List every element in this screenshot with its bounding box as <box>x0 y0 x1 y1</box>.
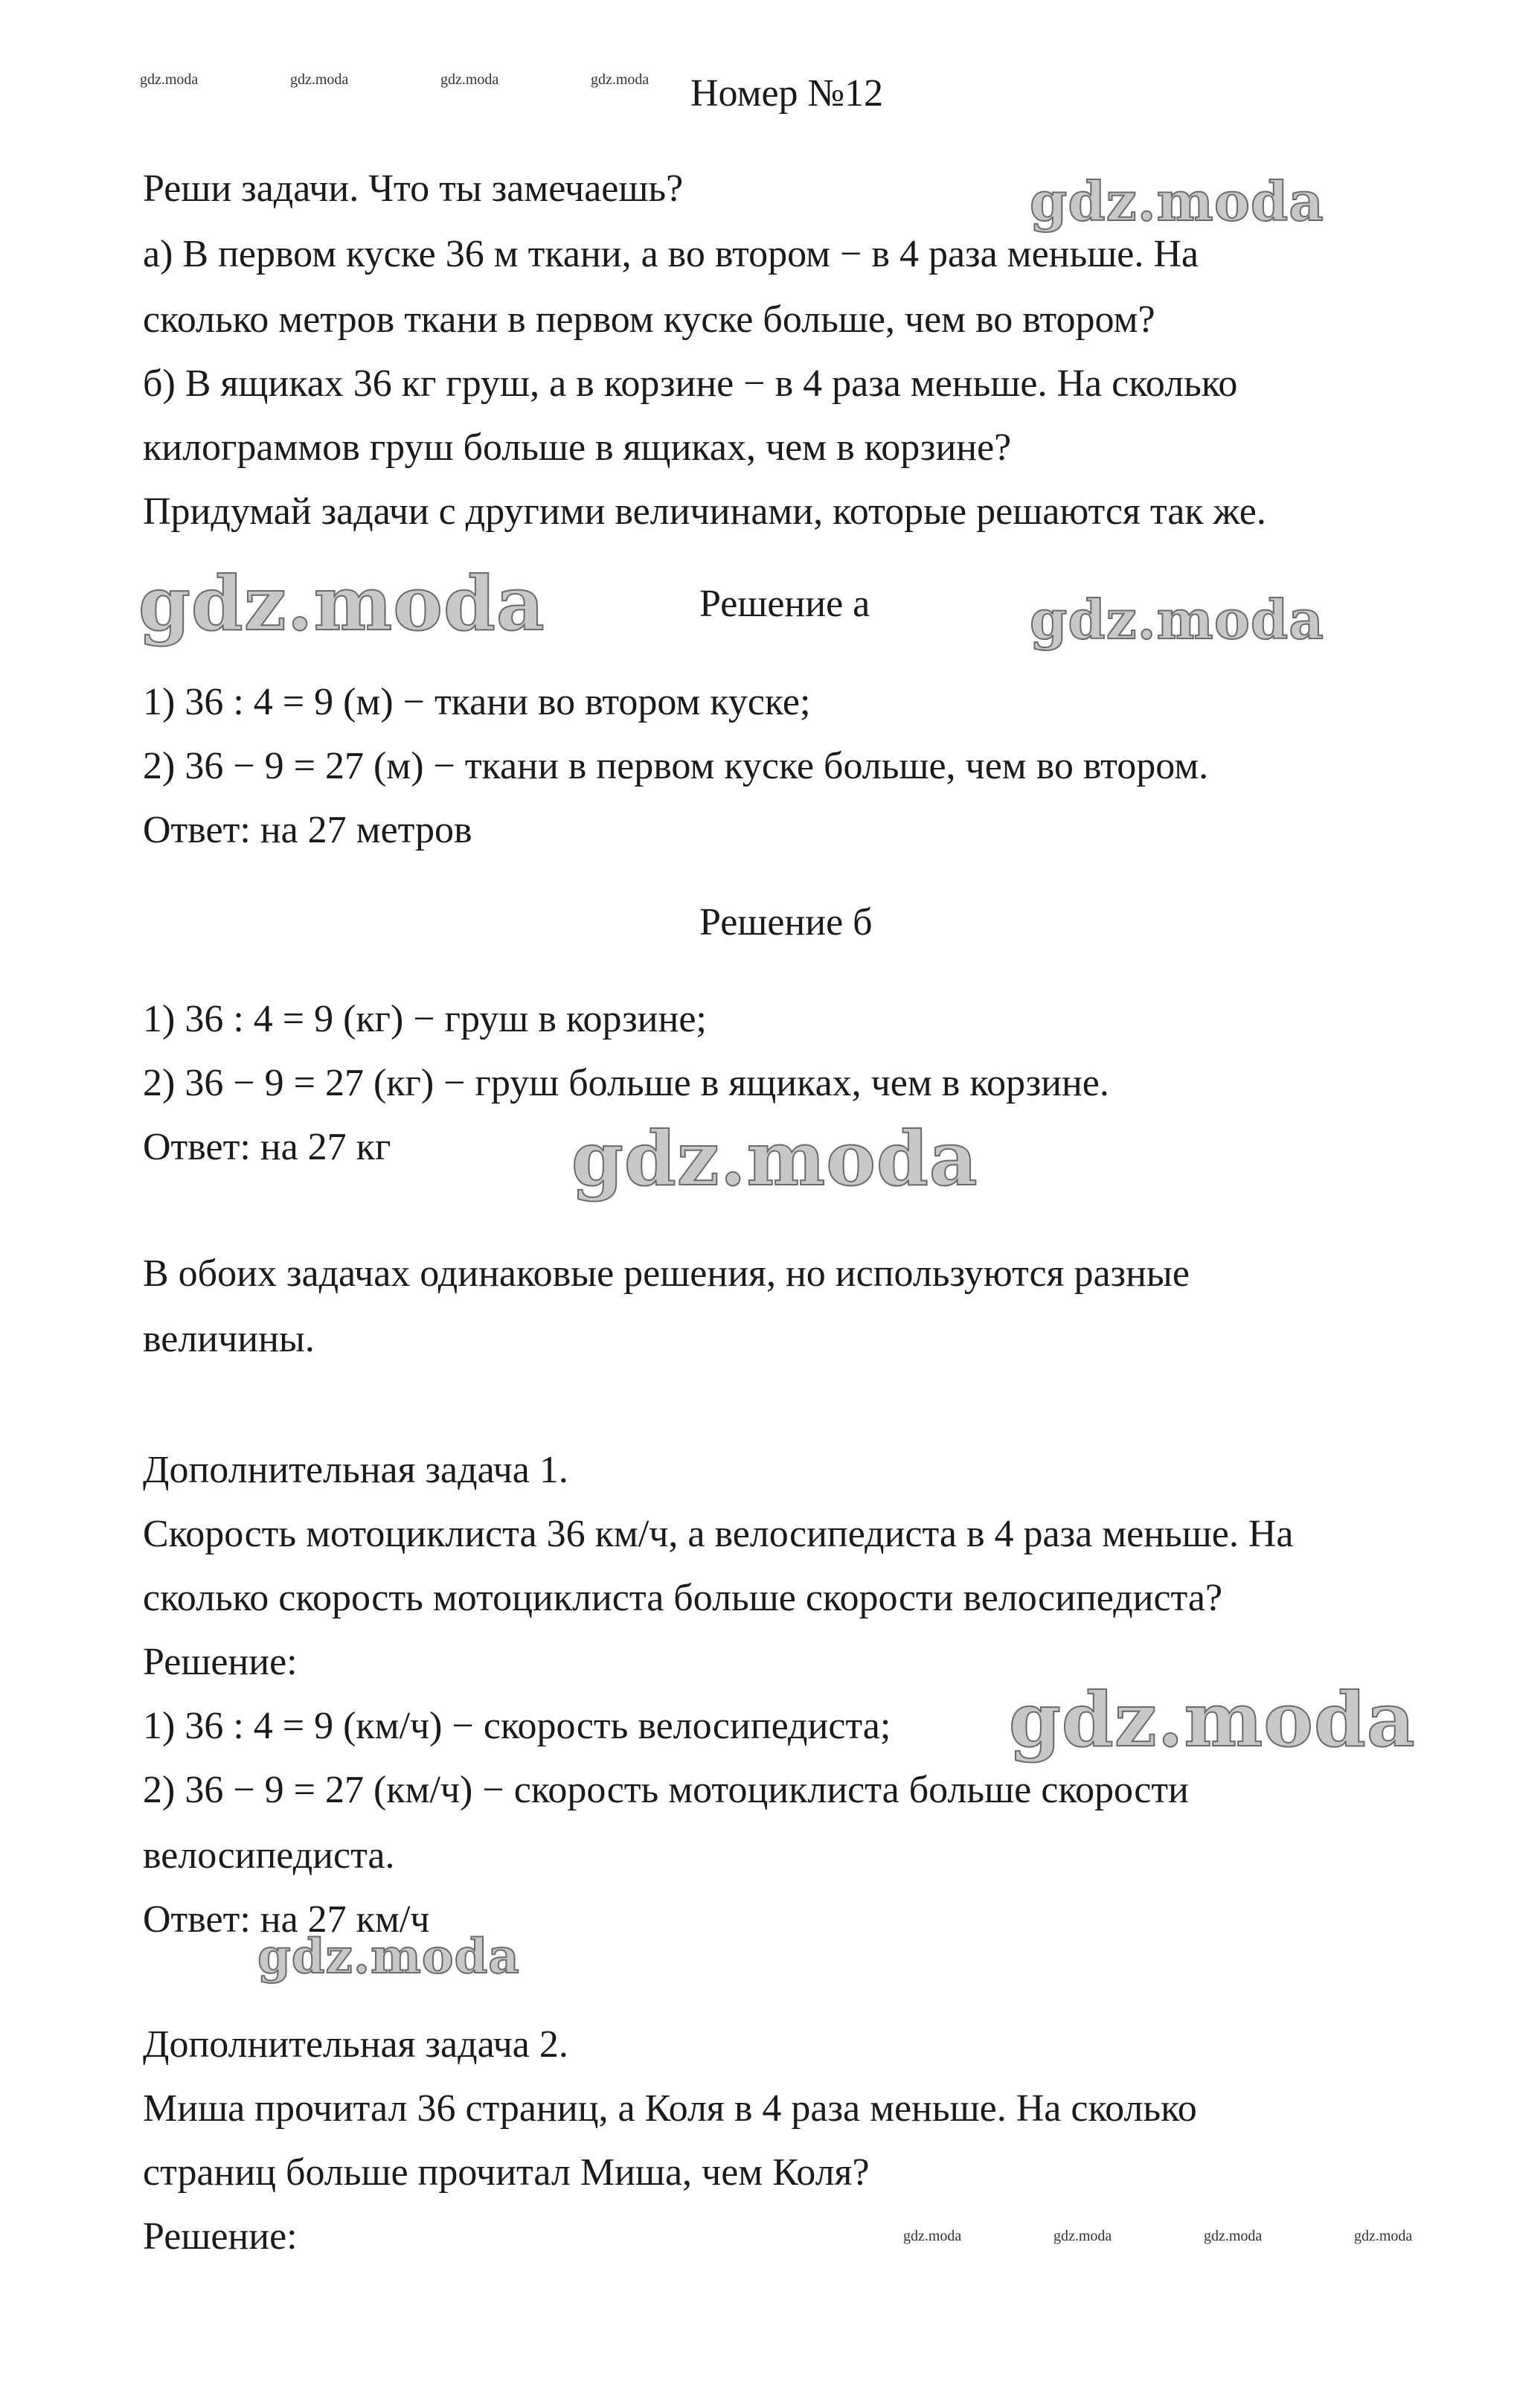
watermark-large: gdz.moda <box>1030 588 1324 651</box>
extra-task-2-line: Решение: <box>143 2215 298 2258</box>
watermark-large: gdz.moda <box>138 560 545 647</box>
solution-a-heading: Решение а <box>699 583 870 625</box>
task-line: килограммов груш больше в ящиках, чем в корзине? <box>143 426 1012 469</box>
extra-task-2-line: страниц больше прочитал Миша, чем Коля? <box>143 2151 870 2194</box>
watermark-small: gdz.moda <box>1204 2228 1263 2244</box>
task-line: а) В первом куске 36 м ткани, а во втором − в 4 раза меньше. На <box>143 233 1199 275</box>
extra-task-2-line: Миша прочитал 36 страниц, а Коля в 4 раза меньше. На сколько <box>143 2087 1197 2130</box>
extra-task-1-line: сколько скорость мотоциклиста больше скорости велосипедиста? <box>143 1577 1223 1619</box>
solution-a-answer: Ответ: на 27 метров <box>143 809 472 851</box>
solution-b-line: 1) 36 : 4 = 9 (кг) − груш в корзине; <box>143 998 707 1040</box>
conclusion-line: В обоих задачах одинаковые решения, но используются разные <box>143 1252 1190 1295</box>
extra-task-1-line: 2) 36 − 9 = 27 (км/ч) − скорость мотоциклиста больше скорости <box>143 1769 1189 1811</box>
solution-a-line: 2) 36 − 9 = 27 (м) − ткани в первом куске больше, чем во втором. <box>143 745 1209 787</box>
watermark-large: gdz.moda <box>1030 170 1324 233</box>
watermark-large: gdz.moda <box>257 1929 520 1985</box>
task-line: б) В ящиках 36 кг груш, а в корзине − в 4 раза меньше. На сколько <box>143 362 1238 405</box>
extra-task-1-line: 1) 36 : 4 = 9 (км/ч) − скорость велосипедиста; <box>143 1705 891 1747</box>
extra-task-1-line: Решение: <box>143 1641 298 1683</box>
solution-b-line: 2) 36 − 9 = 27 (кг) − груш больше в ящиках, чем в корзине. <box>143 1062 1109 1104</box>
watermark-large: gdz.moda <box>1009 1676 1416 1764</box>
watermark-small: gdz.moda <box>903 2228 962 2244</box>
solution-b-answer: Ответ: на 27 кг <box>143 1126 391 1168</box>
page-title: Номер №12 <box>690 72 884 115</box>
task-line: Придумай задачи с другими величинами, которые решаются так же. <box>143 490 1266 533</box>
watermark-small: gdz.moda <box>1053 2228 1112 2244</box>
conclusion-line: величины. <box>143 1318 315 1360</box>
extra-task-1-line: Скорость мотоциклиста 36 км/ч, а велосипедиста в 4 раза меньше. На <box>143 1513 1294 1555</box>
extra-task-1-line: велосипедиста. <box>143 1834 395 1877</box>
solution-a-line: 1) 36 : 4 = 9 (м) − ткани во втором куске; <box>143 681 811 723</box>
watermark-small: gdz.moda <box>1354 2228 1413 2244</box>
task-line: сколько метров ткани в первом куске больше, чем во втором? <box>143 298 1155 341</box>
extra-task-2-title: Дополнительная задача 2. <box>143 2023 568 2066</box>
watermark-small: gdz.moda <box>591 71 650 88</box>
extra-task-1-answer: Ответ: на 27 км/ч <box>143 1898 430 1941</box>
watermark-small: gdz.moda <box>290 71 349 88</box>
extra-task-1-title: Дополнительная задача 1. <box>143 1449 568 1491</box>
task-line: Реши задачи. Что ты замечаешь? <box>143 167 684 210</box>
watermark-small: gdz.moda <box>440 71 499 88</box>
watermark-large: gdz.moda <box>571 1115 978 1203</box>
solution-b-heading: Решение б <box>699 901 873 944</box>
watermark-small: gdz.moda <box>140 71 199 88</box>
